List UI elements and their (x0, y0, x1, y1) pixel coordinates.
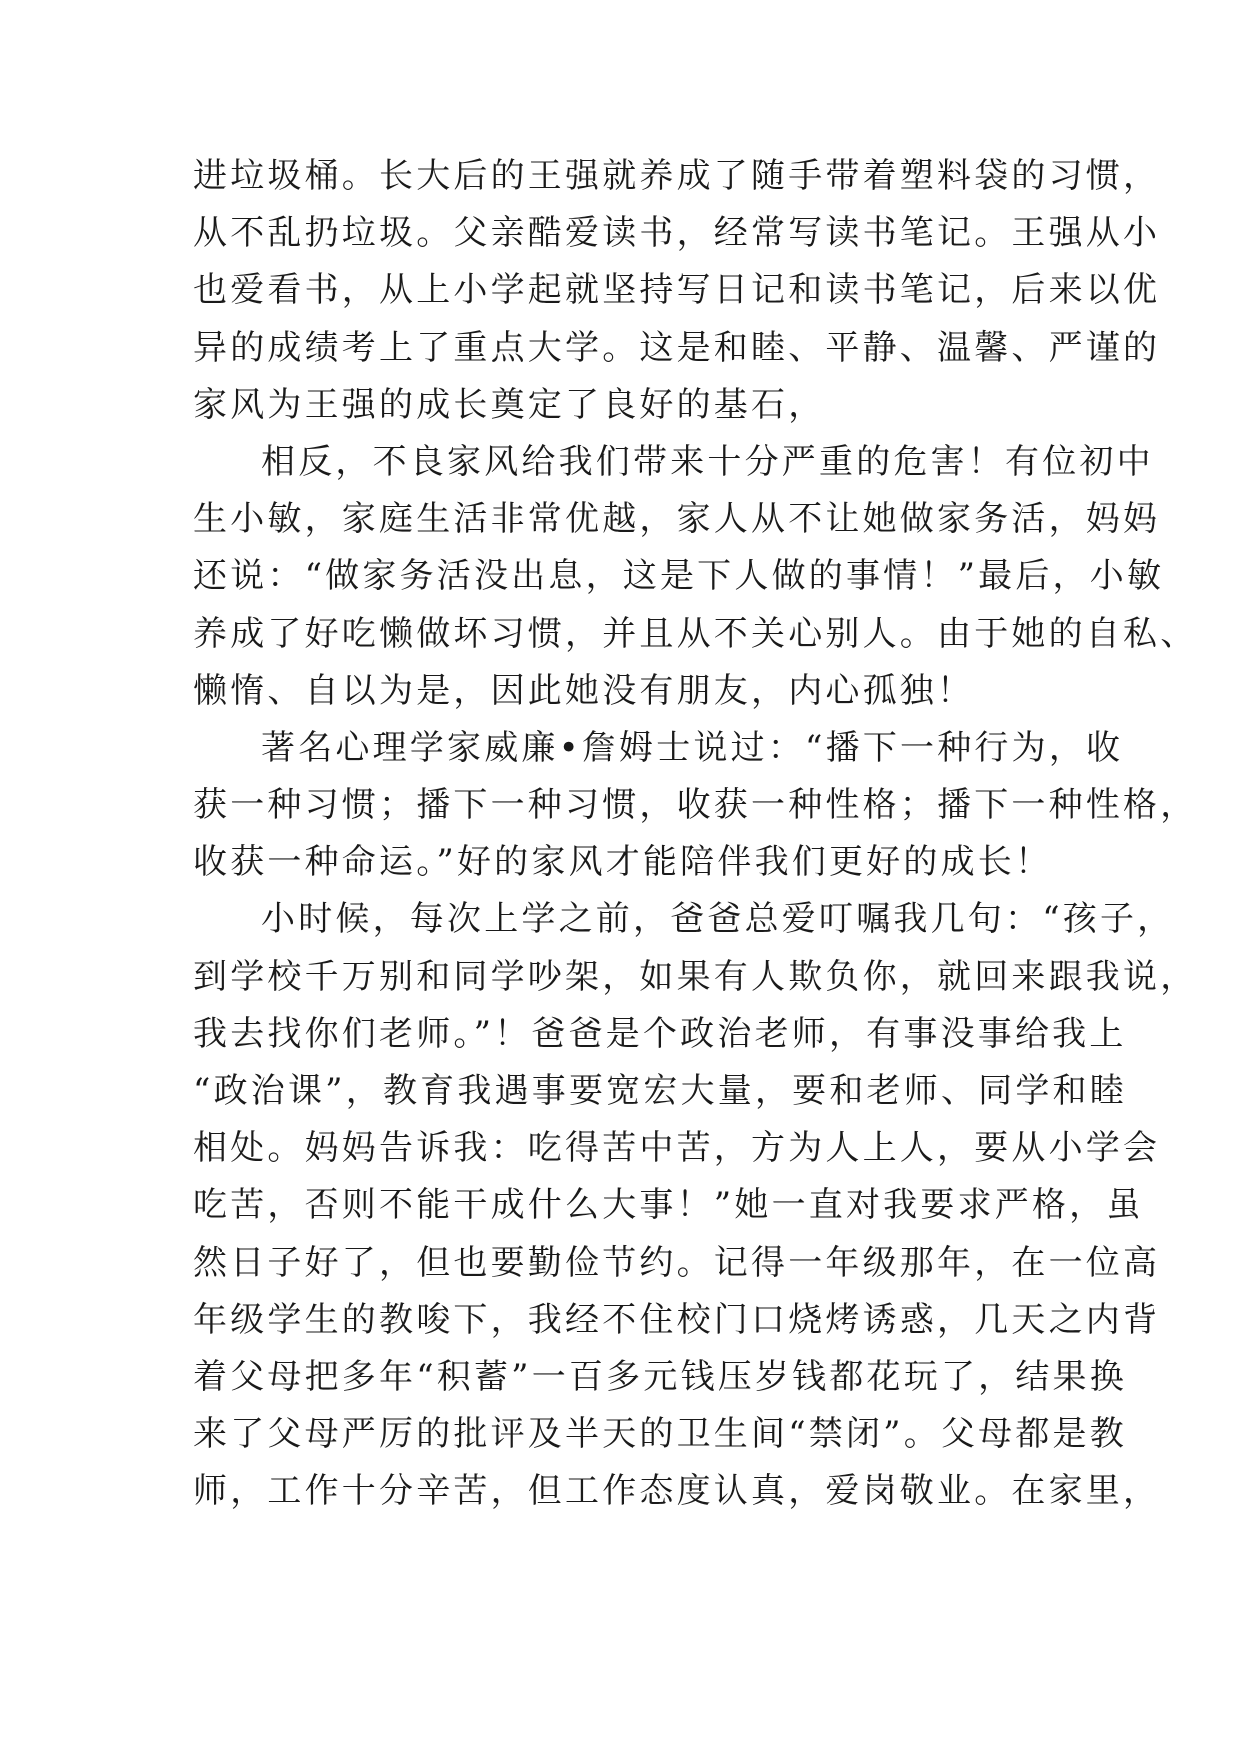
text-line: 收获一种命运。”好的家风才能陪伴我们更好的成长！ (193, 842, 1053, 883)
text-line: 吃苦，否则不能干成什么大事！”她一直对我要求严格，虽 (193, 1185, 1144, 1226)
text-line: 到学校千万别和同学吵架，如果有人欺负你，就回来跟我说， (193, 956, 1198, 997)
text-line: 家风为王强的成长奠定了良好的基石， (193, 384, 826, 425)
text-line: 从不乱扔垃圾。父亲酷爱读书，经常写读书笔记。王强从小 (193, 213, 1161, 254)
text-line: 著名心理学家威廉•詹姆士说过：“播下一种行为，收 (261, 727, 1124, 768)
text-line: 相处。妈妈告诉我：吃得苦中苦，方为人上人，要从小学会 (193, 1128, 1161, 1169)
text-line: 然日子好了，但也要勤俭节约。记得一年级那年，在一位高 (193, 1242, 1161, 1283)
text-line: 异的成绩考上了重点大学。这是和睦、平静、温馨、严谨的 (193, 327, 1161, 368)
text-line: 懒惰、自以为是，因此她没有朋友，内心孤独！ (193, 670, 975, 711)
text-line: 获一种习惯；播下一种习惯，收获一种性格；播下一种性格， (193, 785, 1198, 826)
text-line: 年级学生的教唆下，我经不住校门口烧烤诱惑，几天之内背 (193, 1299, 1161, 1340)
text-line: 来了父母严厉的批评及半天的卫生间“禁闭”。父母都是教 (193, 1414, 1127, 1455)
text-line: 养成了好吃懒做坏习惯，并且从不关心别人。由于她的自私、 (193, 613, 1198, 654)
text-line: 还说：“做家务活没出息，这是下人做的事情！”最后，小敏 (193, 556, 1165, 597)
text-line: 小时候，每次上学之前，爸爸总爱叮嘱我几句：“孩子， (261, 899, 1175, 940)
text-line: 着父母把多年“积蓄”一百多元钱压岁钱都花玩了，结果换 (193, 1356, 1127, 1397)
text-line: 进垃圾桶。长大后的王强就养成了随手带着塑料袋的习惯， (193, 156, 1161, 196)
text-line: 相反，不良家风给我们带来十分严重的危害！有位初中 (261, 441, 1154, 482)
text-line: 我去找你们老师。”！爸爸是个政治老师，有事没事给我上 (193, 1013, 1127, 1054)
text-line: “政治课”，教育我遇事要宽宏大量，要和老师、同学和睦 (193, 1071, 1127, 1111)
text-line: 也爱看书，从上小学起就坚持写日记和读书笔记，后来以优 (193, 270, 1161, 311)
text-line: 生小敏，家庭生活非常优越，家人从不让她做家务活，妈妈 (193, 499, 1161, 540)
body-text (193, 148, 1198, 1521)
text-line: 师，工作十分辛苦，但工作态度认真，爱岗敬业。在家里， (193, 1471, 1161, 1512)
